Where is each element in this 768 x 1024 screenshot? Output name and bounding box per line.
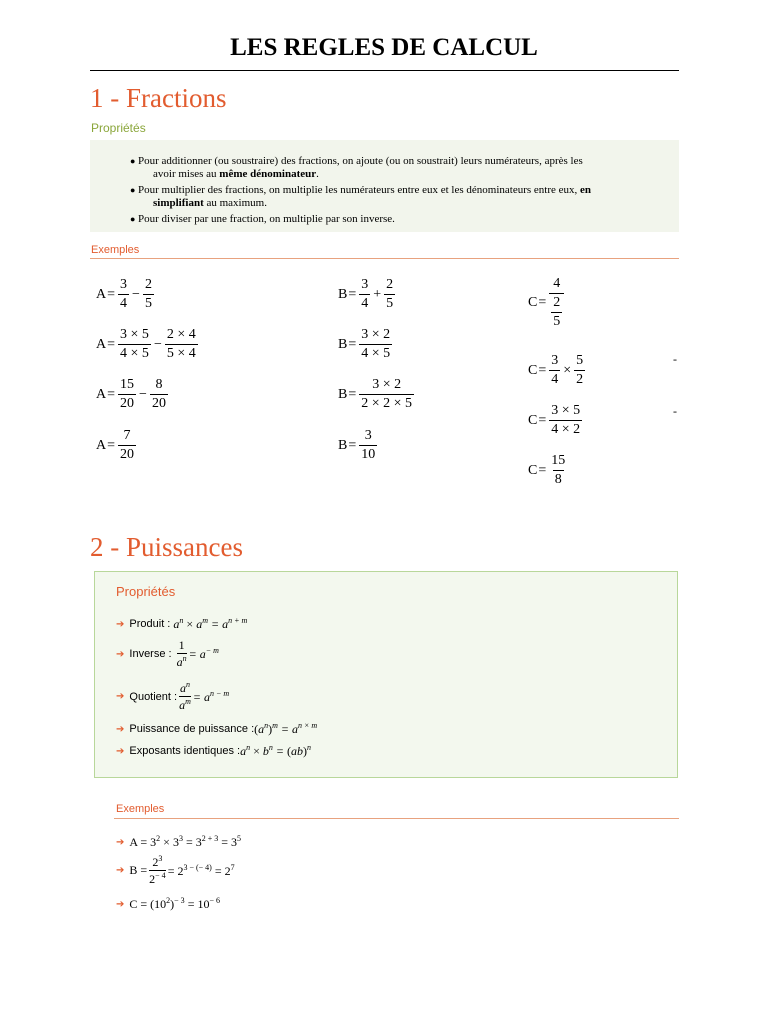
- arrow-icon: ➔: [116, 618, 125, 630]
- example-c-step2: C = $\frac{3}{4}$ × $\frac{5}{2}$: [528, 353, 584, 387]
- prop-puissance-de-puissance: ➔ Puissance de puissance : $(a^n)^m = a^{n \times m}$: [116, 721, 318, 736]
- arrow-icon: ➔: [116, 723, 125, 735]
- examples-rule: [90, 258, 679, 259]
- example-b-step1: B = $\frac{3}{4}$ + $\frac{2}{5}$: [338, 277, 394, 311]
- example-c-step3: C = $\frac{3 \times 5}{4 \times 2}$: [528, 403, 581, 437]
- bullet-icon: ●: [130, 185, 136, 195]
- prop-produit: ➔ Produit : $a^n \times a^m = a^{n + m}$: [116, 616, 248, 631]
- example-a-step1: A = $\frac{3}{4}$ − $\frac{2}{5}$: [96, 277, 152, 311]
- power-example-c: ➔ $C = (10^2)^{- 3} = 10^{- 6}$: [116, 896, 220, 911]
- arrow-icon: ➔: [116, 648, 125, 660]
- bullet-icon: ●: [130, 156, 136, 166]
- examples-label-puissances: Exemples: [116, 803, 165, 815]
- bullet-icon: ●: [130, 214, 136, 224]
- arrow-icon: ➔: [116, 898, 125, 910]
- example-c-result: C = $\frac{15}{8}$: [528, 453, 566, 487]
- prop-quotient: ➔ Quotient : $\frac{a^n}{a^m}$ = $a^{n - m}$: [116, 680, 230, 712]
- power-example-b: ➔ B = $\frac{2^3}{2^{- 4}}$ = $2^{3 - (- 4)} = 2^7$: [116, 854, 235, 886]
- arrow-icon: ➔: [116, 836, 125, 848]
- example-b-step3: B = $\frac{3 \times 2}{2 \times 2 \times 5}$: [338, 377, 413, 411]
- title-rule: [90, 70, 679, 71]
- prop-exposants-identiques: ➔ Exposants identiques : $a^n \times b^n = (ab)^n$: [116, 743, 311, 758]
- page-title: LES REGLES DE CALCUL: [230, 34, 538, 61]
- bullet-add: ● Pour additionner (ou soustraire) des fractions, on ajoute (ou on soustrait) leurs numérateurs, après les avoir mises au même dénominateur.: [130, 155, 583, 180]
- props-label-puissances: Propriétés: [116, 584, 176, 599]
- arrow-icon: ➔: [116, 865, 125, 876]
- examples-rule: [114, 818, 679, 819]
- example-b-result: B = $\frac{3}{10}$: [338, 428, 376, 462]
- bullet-divide: ● Pour diviser par une fraction, on multiplie par son inverse.: [130, 213, 395, 225]
- props-label-fractions: Propriétés: [91, 121, 146, 135]
- bullet-multiply: ● Pour multiplier des fractions, on multiplie les numérateurs entre eux et les dénominateurs entre eux, en simplifiant au maximum.: [130, 184, 592, 209]
- example-a-result: A = $\frac{7}{20}$: [96, 428, 135, 462]
- margin-dash: -: [673, 404, 677, 418]
- arrow-icon: ➔: [116, 745, 125, 757]
- examples-label-fractions: Exemples: [91, 244, 140, 256]
- power-example-a: ➔ $A = 3^2 \times 3^3 = 3^{2 + 3} = 3^5$: [116, 834, 242, 849]
- example-b-step2: B = $\frac{3 \times 2}{4 \times 5}$: [338, 327, 391, 361]
- section-heading-puissances: 2 - Puissances: [90, 532, 243, 562]
- example-a-step2: A = $\frac{3 \times 5}{4 \times 5}$ − $\frac{2 \times 4}{5 \times 4}$: [96, 327, 196, 361]
- margin-dash: -: [673, 352, 677, 366]
- section-heading-fractions: 1 - Fractions: [90, 83, 227, 113]
- example-c-step1: C = 4 2 5: [528, 276, 566, 330]
- example-a-step3: A = $\frac{15}{20}$ − $\frac{8}{20}$: [96, 377, 166, 411]
- prop-inverse: ➔ Inverse : $\frac{1}{a^n}$ = $a^{- m}$: [116, 638, 219, 669]
- arrow-icon: ➔: [116, 691, 125, 702]
